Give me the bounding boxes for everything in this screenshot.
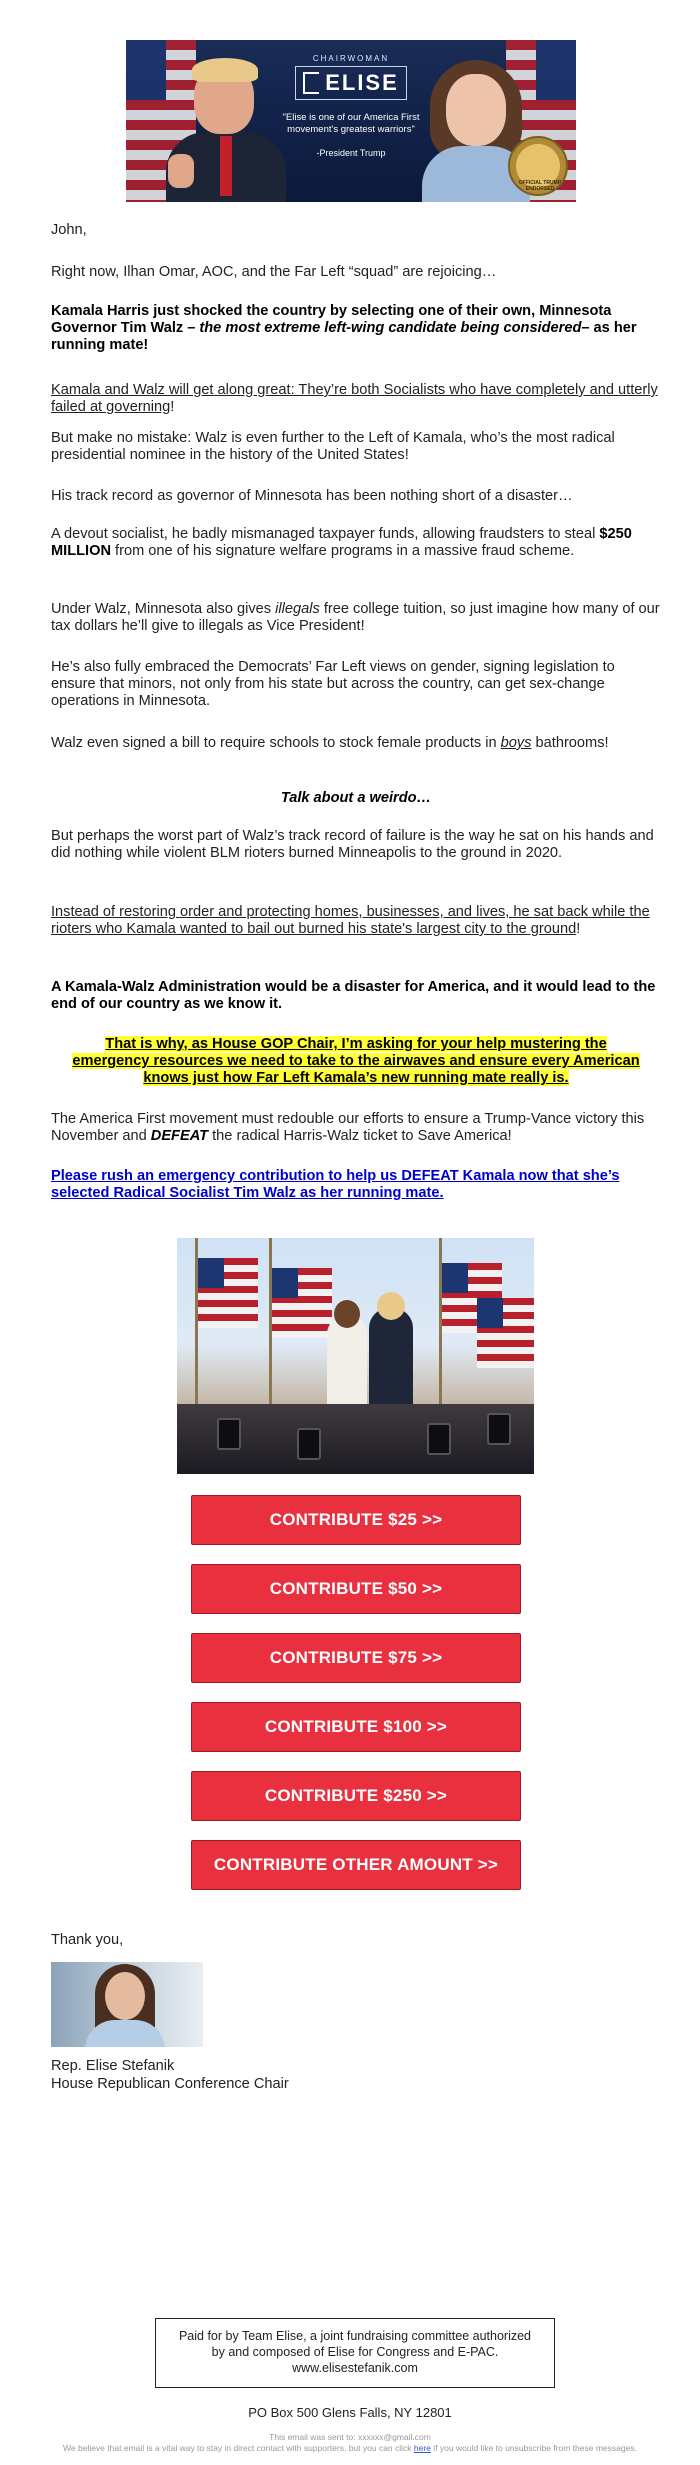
unsubscribe-link[interactable]: here bbox=[413, 2443, 431, 2453]
paragraph-16 bbox=[51, 1168, 661, 1202]
seal-text: OFFICIAL TRUMP ENDORSED bbox=[518, 180, 562, 192]
thanks: Thank you, bbox=[51, 1932, 124, 1948]
unsubscribe-notice: We believe that email is a vital way to stay in direct contact with supporters, but you can click here if you would like to unsubscribe from these messages. bbox=[63, 2443, 637, 2453]
mailing-address: PO Box 500 Glens Falls, NY 12801 bbox=[248, 2405, 452, 2420]
paragraph-14 bbox=[72, 1036, 640, 1087]
trump-photo bbox=[166, 58, 286, 202]
paragraph-6: A devout socialist, he badly mismanaged taxpayer funds, allowing fraudsters to steal $250 MILLION from one of his signature welfare programs in a massive fraud scheme. bbox=[51, 526, 632, 559]
elise-logo-text: ELISE bbox=[325, 70, 399, 95]
banner-chair-label: CHAIRWOMAN bbox=[312, 54, 390, 63]
greeting: John, bbox=[51, 222, 87, 238]
paragraph-3: Kamala and Walz will get along great: They’re both Socialists who have completely and utterly failed at governing! bbox=[51, 382, 658, 415]
header-banner bbox=[126, 40, 576, 202]
paragraph-4: But make no mistake: Walz is even further to the Left of Kamala, who’s the most radical presidential nominee in the history of the United States! bbox=[51, 430, 615, 463]
paragraph-15: The America First movement must redouble our efforts to ensure a Trump-Vance victory this November and DEFEAT the radical Harris-Walz ticket to Save America! bbox=[51, 1111, 645, 1144]
paragraph-10: Talk about a weirdo… bbox=[280, 790, 432, 806]
paragraph-11: But perhaps the worst part of Walz’s track record of failure is the way he sat on his hands and did nothing while violent BLM rioters burned Minneapolis to the ground in 2020. bbox=[51, 828, 654, 861]
contribute-50-button[interactable]: CONTRIBUTE $50 >> bbox=[191, 1564, 521, 1614]
elise-logo bbox=[295, 66, 407, 100]
contribute-other-button[interactable]: CONTRIBUTE OTHER AMOUNT >> bbox=[191, 1840, 521, 1890]
contribute-100-button[interactable]: CONTRIBUTE $100 >> bbox=[191, 1702, 521, 1752]
signature-name: Rep. Elise Stefanik bbox=[51, 2058, 175, 2074]
paragraph-8: He’s also fully embraced the Democrats’ Far Left views on gender, signing legislation to ensure that minors, not only from his state but across the country, can get sex-change operations in Minnesota. bbox=[51, 659, 615, 709]
contribution-link[interactable]: Please rush an emergency contribution to help us DEFEAT Kamala now that she’s selected Radical Socialist Tim Walz as her running mate. bbox=[51, 1168, 620, 1201]
banner-quote: "Elise is one of our America First movement's greatest warriors" bbox=[282, 112, 420, 135]
rally-photo bbox=[177, 1238, 534, 1474]
paid-for-by-box: Paid for by Team Elise, a joint fundraising committee authorized by and composed of Elise for Congress and E-PAC. www.elisestefanik.com bbox=[155, 2318, 555, 2388]
paragraph-13: A Kamala-Walz Administration would be a disaster for America, and it would lead to the end of our country as we know it. bbox=[51, 979, 656, 1012]
highlighted-appeal: That is why, as House GOP Chair, I’m asking for your help mustering the emergency resources we need to take to the airwaves and ensure every American knows just how Far Left Kamala’s new running mate really is. bbox=[72, 1036, 640, 1086]
paragraph-12: Instead of restoring order and protecting homes, businesses, and lives, he sat back while the rioters who Kamala wanted to bail out burned his state's largest city to the ground! bbox=[51, 904, 650, 937]
banner-center bbox=[276, 54, 426, 158]
paragraph-7: Under Walz, Minnesota also gives illegals free college tuition, so just imagine how many of our tax dollars he’ll give to illegals as Vice President! bbox=[51, 601, 660, 634]
paragraph-5: His track record as governor of Minnesota has been nothing short of a disaster… bbox=[51, 488, 573, 504]
signature-photo bbox=[51, 1962, 203, 2047]
sent-to-notice: This email was sent to: xxxxxx@gmail.com bbox=[269, 2432, 431, 2442]
paragraph-2: Kamala Harris just shocked the country by selecting one of their own, Minnesota Governor Tim Walz – the most extreme left-wing candidate being considered– as her running mate! bbox=[51, 303, 637, 353]
contribute-75-button[interactable]: CONTRIBUTE $75 >> bbox=[191, 1633, 521, 1683]
paragraph-9: Walz even signed a bill to require schools to stock female products in boys bathrooms! bbox=[51, 735, 609, 751]
paragraph-1: Right now, Ilhan Omar, AOC, and the Far Left “squad” are rejoicing… bbox=[51, 264, 497, 280]
banner-attribution: -President Trump bbox=[316, 148, 386, 158]
contribute-25-button[interactable]: CONTRIBUTE $25 >> bbox=[191, 1495, 521, 1545]
elise-logo-icon bbox=[303, 72, 319, 94]
contribute-250-button[interactable]: CONTRIBUTE $250 >> bbox=[191, 1771, 521, 1821]
signature-title: House Republican Conference Chair bbox=[51, 2076, 289, 2092]
